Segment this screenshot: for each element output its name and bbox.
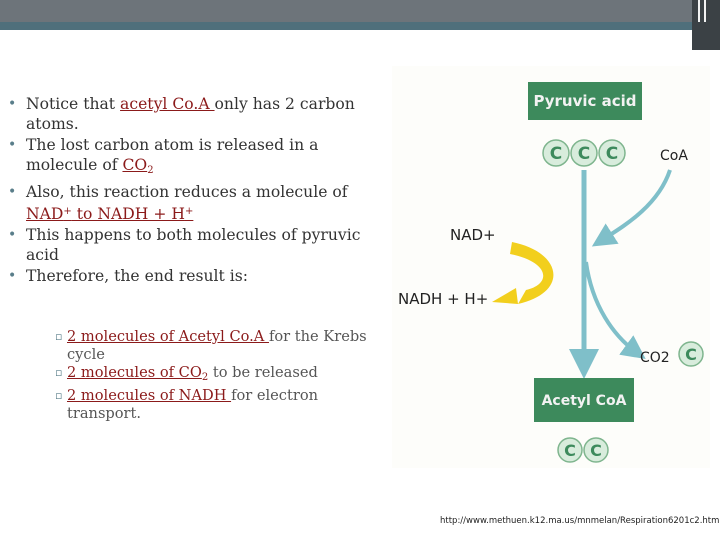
bullet-5: • Therefore, the end result is: xyxy=(8,267,248,285)
bullet-1: • Notice that acetyl Co.A only has 2 carbon atoms. xyxy=(8,95,355,133)
sub-bullet-2: ▫ 2 molecules of $CO_2$ to be released xyxy=(55,364,318,383)
coa-label: CoA xyxy=(660,148,688,164)
nadh-label: NADH + H+ xyxy=(398,290,489,308)
co2-link[interactable]: $CO_2$ xyxy=(122,156,154,176)
acetyl-coa-link[interactable]: acetyl Co.A xyxy=(120,95,215,113)
title-bar xyxy=(0,0,720,22)
bullet-list xyxy=(8,94,388,287)
co2-carbon-label: C xyxy=(685,345,697,364)
pyruvic-acid-label: Pyruvic acid xyxy=(533,92,637,110)
co2-released-link[interactable]: 2 molecules of $CO_2$ xyxy=(67,364,209,383)
accent-stripe xyxy=(0,22,720,30)
nadh-link[interactable]: 2 molecules of NADH xyxy=(67,387,232,404)
nad-link[interactable]: NAD+ to NADH + H+ xyxy=(26,205,194,223)
carbon-label: C xyxy=(549,144,563,164)
carbon-label: C xyxy=(590,441,602,460)
bullet-3: • Also, this reaction reduces a molecule of NAD+ to NADH + H+ xyxy=(8,183,348,223)
carbon-label: C xyxy=(577,144,591,164)
bullet-4: • This happens to both molecules of pyruvic acid xyxy=(8,226,361,264)
carbon-label: C xyxy=(605,144,619,164)
corner-decoration xyxy=(692,0,720,50)
pyruvate-oxidation-diagram xyxy=(392,66,710,468)
carbon-label: C xyxy=(564,441,576,460)
acetyl-coa-krebs-link[interactable]: 2 molecules of Acetyl Co.A xyxy=(67,328,269,345)
sub-bullet-3: ▫ 2 molecules of NADH for electron transport. xyxy=(55,387,319,422)
acetyl-coa-label: Acetyl CoA xyxy=(541,393,627,409)
sub-bullet-1: ▫ 2 molecules of Acetyl Co.A for the Krebs cycle xyxy=(55,328,367,363)
source-credit[interactable]: http://www.methuen.k12.ma.us/mnmelan/Respiration6201c2.htm xyxy=(440,516,720,526)
co2-label: CO2 xyxy=(640,350,670,366)
sub-bullet-list xyxy=(57,328,367,423)
bullet-2: • The lost carbon atom is released in a molecule of $CO_2$ xyxy=(8,136,319,176)
nad-label: NAD+ xyxy=(450,226,496,244)
